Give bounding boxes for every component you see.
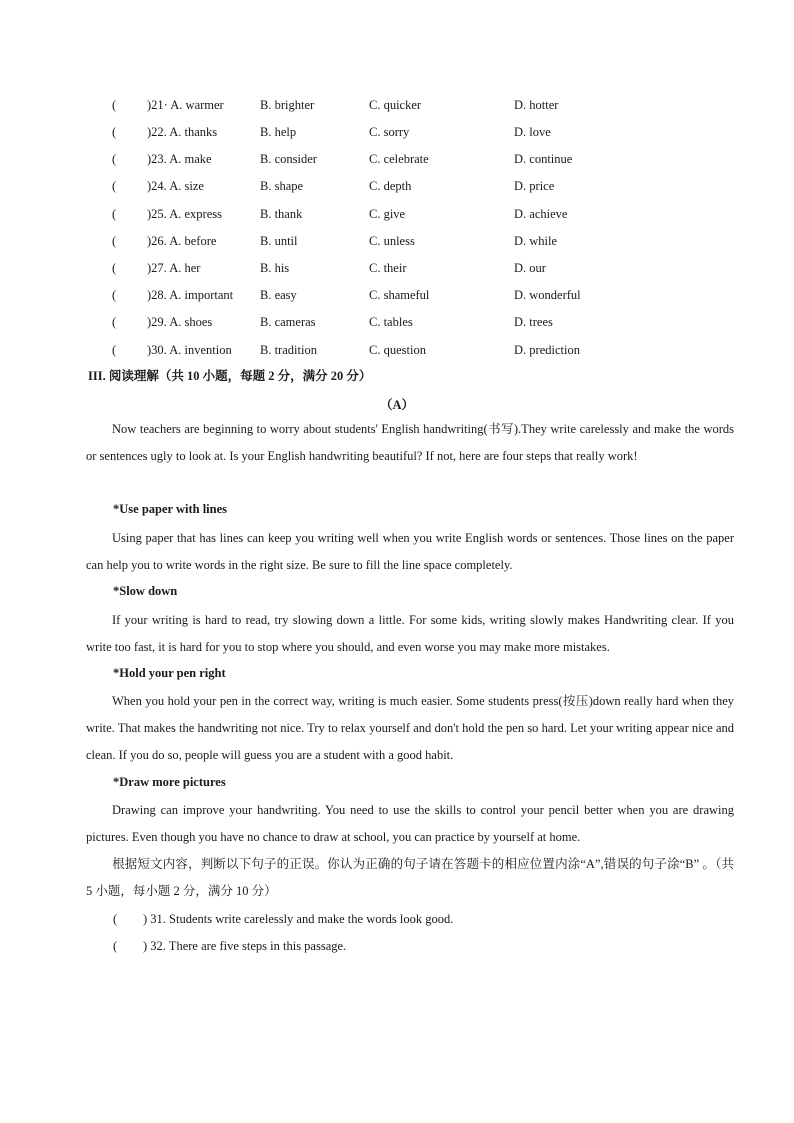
answer-blank[interactable]: ( (112, 125, 117, 139)
option-c: C. give (369, 207, 406, 221)
step3-text: When you hold your pen in the correct way, writing is much easier. Some students press(按压)down really hard when they write. That makes the handwriting not nice. Try to relax yourself and don't hold the pen so hard. Let your writing appear nice and clean. If you do so, people will guess you are a student with a good habit. (86, 694, 734, 763)
question-number-option-a: )23. A. make (147, 152, 212, 166)
option-c: C. sorry (369, 125, 410, 139)
option-d: D. continue (514, 152, 573, 166)
passage-label: （A） (379, 398, 415, 412)
option-b: B. help (260, 125, 297, 139)
option-c: C. unless (369, 234, 415, 248)
question-number-option-a: )26. A. before (147, 234, 217, 248)
option-d: D. prediction (514, 343, 580, 357)
step1-heading: *Use paper with lines (113, 502, 228, 516)
tf-question-31 (0, 909, 794, 929)
answer-blank[interactable]: ( (112, 98, 117, 112)
choice-question-row (0, 340, 794, 360)
answer-blank[interactable]: ( (113, 912, 118, 926)
choice-question-row (0, 285, 794, 305)
question-number-option-a: )21· A. warmer (147, 98, 224, 112)
tf-question-32 (0, 936, 794, 956)
question-number-option-a: )22. A. thanks (147, 125, 218, 139)
question-number-option-a: )24. A. size (147, 179, 204, 193)
choice-question-row (0, 204, 794, 224)
true-false-instructions: 根据短文内容，判断以下句子的正误。你认为正确的句子请在答题卡的相应位置内涂“A”,错误的句子涂“B” 。（共 5 小题，每小题 2 分，满分 10 分） (86, 857, 734, 899)
option-d: D. our (514, 261, 546, 275)
choice-question-row (0, 231, 794, 251)
option-d: D. while (514, 234, 558, 248)
question-number-option-a: )27. A. her (147, 261, 201, 275)
option-d: D. achieve (514, 207, 568, 221)
choice-question-row (0, 258, 794, 278)
option-b: B. shape (260, 179, 304, 193)
question-number-option-a: )30. A. invention (147, 343, 232, 357)
option-b: B. consider (260, 152, 317, 166)
answer-blank[interactable]: ( (112, 343, 117, 357)
option-c: C. celebrate (369, 152, 429, 166)
option-d: D. hotter (514, 98, 559, 112)
option-c: C. their (369, 261, 407, 275)
answer-blank[interactable]: ( (113, 939, 118, 953)
step3-heading: *Hold your pen right (113, 666, 226, 680)
question-text: ) 32. There are five steps in this passage. (143, 939, 347, 953)
answer-blank[interactable]: ( (112, 315, 117, 329)
step4-heading: *Draw more pictures (113, 775, 226, 789)
choice-question-row (0, 122, 794, 142)
answer-blank[interactable]: ( (112, 261, 117, 275)
answer-blank[interactable]: ( (112, 234, 117, 248)
choice-question-row (0, 312, 794, 332)
passage-intro: Now teachers are beginning to worry about students' English handwriting(书写).They write carelessly and make the words or sentences ugly to look at. Is your English handwriting beautiful? If not, here are four steps that really work! (86, 422, 734, 464)
question-text: ) 31. Students write carelessly and make the words look good. (143, 912, 454, 926)
option-d: D. wonderful (514, 288, 581, 302)
option-b: B. tradition (260, 343, 317, 357)
step1-text: Using paper that has lines can keep you writing well when you write English words or sentences. Those lines on the paper can help you to write words in the right size. Be sure to fill the line space completely. (86, 531, 734, 573)
option-c: C. question (369, 343, 426, 357)
option-b: B. easy (260, 288, 297, 302)
choice-question-row (0, 95, 794, 115)
option-d: D. love (514, 125, 551, 139)
step4-text: Drawing can improve your handwriting. You need to use the skills to control your pencil better when you are drawing pictures. Even though you have no chance to draw at school, you can practice by yourself at home. (86, 803, 734, 845)
question-number-option-a: )28. A. important (147, 288, 234, 302)
choice-question-row (0, 149, 794, 169)
answer-blank[interactable]: ( (112, 179, 117, 193)
option-c: C. shameful (369, 288, 430, 302)
option-b: B. cameras (260, 315, 316, 329)
option-c: C. tables (369, 315, 413, 329)
choice-question-row (0, 176, 794, 196)
option-b: B. brighter (260, 98, 315, 112)
option-c: C. quicker (369, 98, 422, 112)
option-b: B. his (260, 261, 290, 275)
section-title: III. 阅读理解（共 10 小题，每题 2 分，满分 20 分） (88, 369, 372, 383)
option-b: B. until (260, 234, 298, 248)
option-d: D. trees (514, 315, 553, 329)
question-number-option-a: )29. A. shoes (147, 315, 213, 329)
option-d: D. price (514, 179, 555, 193)
step2-heading: *Slow down (113, 584, 178, 598)
answer-blank[interactable]: ( (112, 207, 117, 221)
answer-blank[interactable]: ( (112, 152, 117, 166)
option-c: C. depth (369, 179, 412, 193)
answer-blank[interactable]: ( (112, 288, 117, 302)
option-b: B. thank (260, 207, 303, 221)
question-number-option-a: )25. A. express (147, 207, 222, 221)
step2-text: If your writing is hard to read, try slowing down a little. For some kids, writing slowly makes Handwriting clear. If you write too fast, it is hard for you to stop where you should, and even worse you may make more mistakes. (86, 613, 734, 655)
